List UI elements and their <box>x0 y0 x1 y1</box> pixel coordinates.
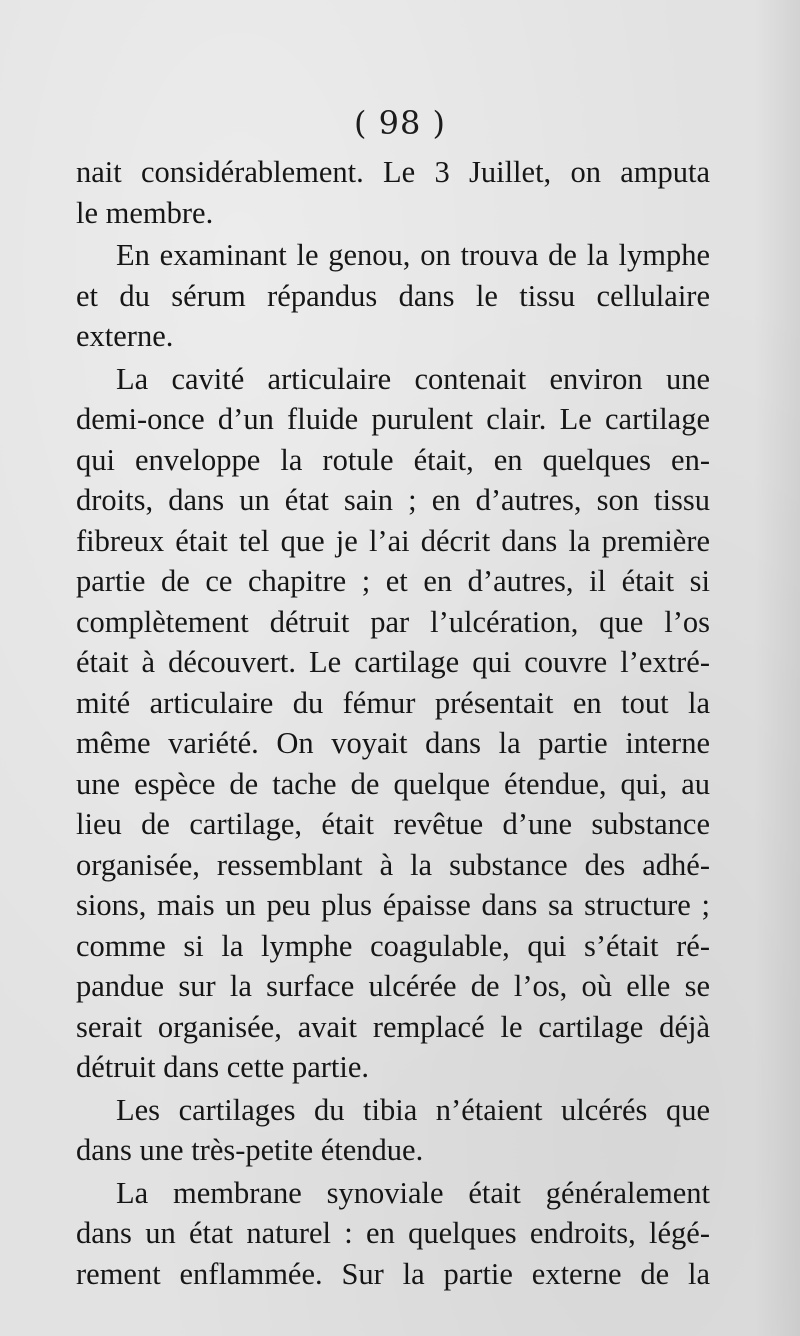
text-line: organisée, ressemblant à la substance des adhé- <box>76 847 710 882</box>
paragraph-first-line: En examinant le genou, on trouva de la lymphe <box>116 238 710 272</box>
text-line: était à découvert. Le cartilage qui couvre l’extré- <box>76 645 710 679</box>
text-line: qui enveloppe la rotule était, en quelques en- <box>76 442 710 477</box>
text-line: sions, mais un peu plus épaisse dans sa structure ; <box>76 888 710 922</box>
body-text <box>76 152 710 1294</box>
text-line: rement enflammée. Sur la partie externe de la <box>76 1256 710 1291</box>
text-line: mité articulaire du fémur présentait en tout la <box>76 685 710 720</box>
text-line: le membre. <box>76 195 214 230</box>
text-line: une espèce de tache de quelque étendue, qui, au <box>76 766 710 801</box>
page-edge-shadow <box>754 0 800 1336</box>
text-line: pandue sur la surface ulcérée de l’os, où elle se <box>76 969 710 1003</box>
text-line: externe. <box>76 319 174 353</box>
text-line: comme si la lymphe coagulable, qui s’était ré- <box>76 928 710 963</box>
paragraph-first-line: La membrane synoviale était généralement <box>116 1175 710 1210</box>
page-number: ( 98 ) <box>353 104 447 142</box>
text-line: lieu de cartilage, était revêtue d’une substance <box>76 807 710 841</box>
text-line: détruit dans cette partie. <box>76 1050 370 1084</box>
paragraph-first-line: La cavité articulaire contenait environ une <box>116 361 710 396</box>
paragraph-first-line: Les cartilages du tibia n’étaient ulcérés que <box>116 1092 710 1127</box>
text-line: droits, dans un état sain ; en d’autres, son tissu <box>76 483 710 517</box>
text-line: même variété. On voyait dans la partie interne <box>76 726 710 760</box>
text-line: nait considérablement. Le 3 Juillet, on amputa <box>76 155 710 189</box>
text-line: dans un état naturel : en quelques endroits, légé- <box>76 1216 710 1250</box>
text-line: et du sérum répandus dans le tissu cellulaire <box>76 278 710 313</box>
text-line: partie de ce chapitre ; et en d’autres, il était si <box>76 564 710 598</box>
text-line: demi-once d’un fluide purulent clair. Le cartilage <box>76 402 710 436</box>
text-line: complètement détruit par l’ulcération, que l’os <box>76 604 710 639</box>
text-line: serait organisée, avait remplacé le cartilage déjà <box>76 1009 710 1044</box>
text-line: fibreux était tel que je l’ai décrit dans la première <box>76 523 710 558</box>
text-line: dans une très-petite étendue. <box>76 1133 424 1167</box>
